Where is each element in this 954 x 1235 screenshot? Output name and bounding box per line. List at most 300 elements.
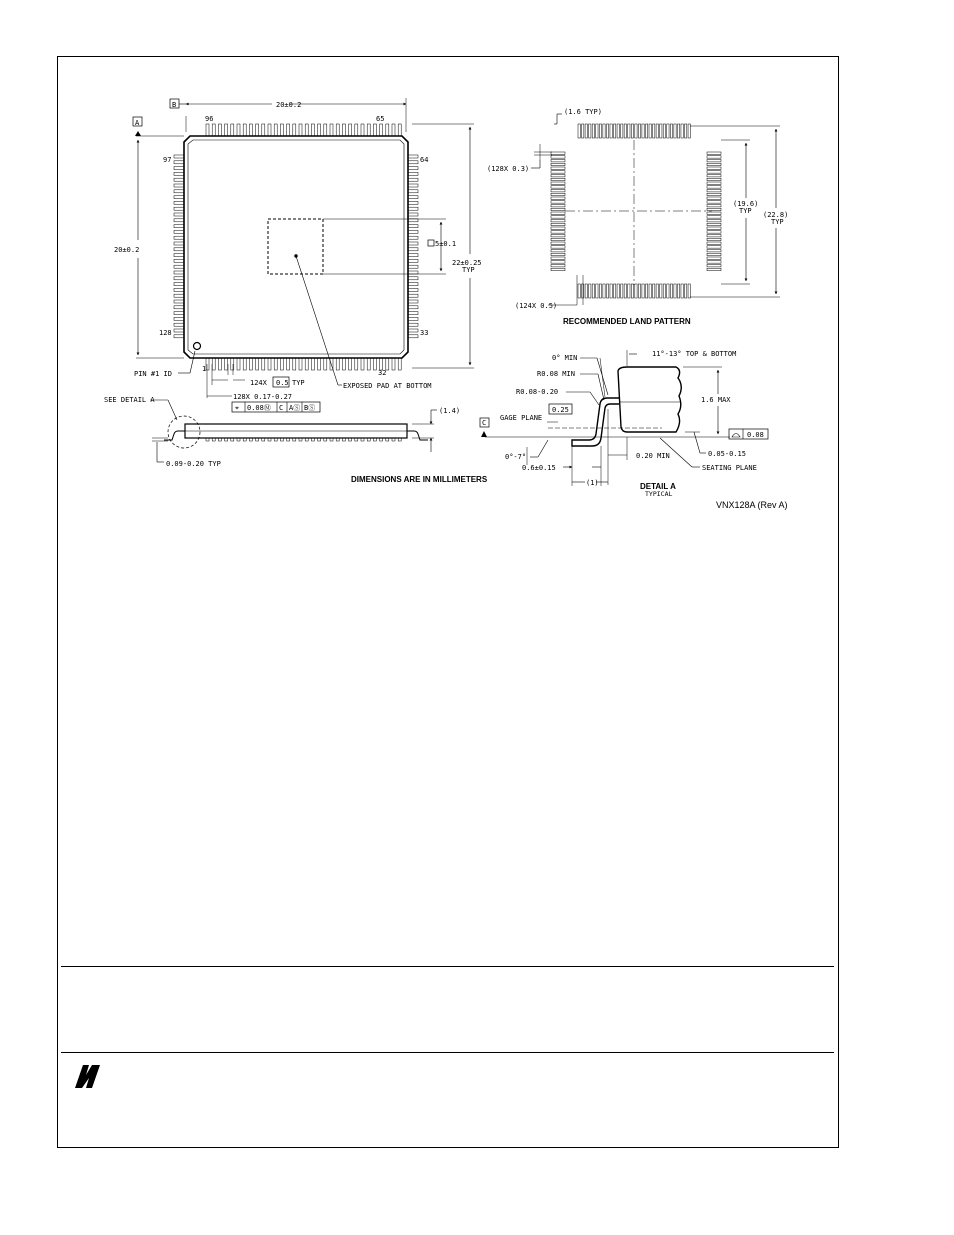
- land-pad: [596, 124, 598, 138]
- package-lead: [206, 358, 209, 370]
- land-pad: [656, 124, 658, 138]
- package-lead: [408, 178, 418, 181]
- package-lead: [174, 172, 184, 175]
- package-lead: [408, 259, 418, 262]
- land-pad: [685, 284, 687, 298]
- package-lead: [262, 124, 265, 136]
- exposed-pad: [268, 219, 323, 274]
- land-pad: [551, 231, 565, 233]
- footprint-label: (1): [586, 479, 599, 487]
- package-lead: [361, 358, 364, 370]
- revision-label: VNX128A (Rev A): [716, 500, 788, 510]
- land-pad: [707, 250, 721, 252]
- land-pad: [551, 220, 565, 222]
- land-pad: [670, 124, 672, 138]
- land-pad: [624, 284, 626, 298]
- land-pad: [578, 284, 580, 298]
- package-lead: [174, 167, 184, 170]
- package-lead: [355, 124, 358, 136]
- land-pad: [606, 124, 608, 138]
- pin-label-1: 1: [202, 365, 207, 373]
- land-pitch-label: (1.6 TYP): [564, 108, 602, 116]
- package-lead: [174, 283, 184, 286]
- land-pad: [707, 220, 721, 222]
- package-lead: [373, 124, 376, 136]
- land-inner-dim-label: (19.6): [733, 200, 759, 208]
- package-lead: [408, 300, 418, 303]
- package-top-view: [133, 98, 474, 412]
- package-lead: [174, 161, 184, 164]
- land-pad: [606, 284, 608, 298]
- package-lead: [174, 288, 184, 291]
- package-lead: [174, 271, 184, 274]
- package-lead: [408, 271, 418, 274]
- land-pad: [551, 257, 565, 259]
- package-lead: [256, 124, 259, 136]
- package-lead: [408, 288, 418, 291]
- package-lead: [174, 329, 184, 332]
- land-pad: [707, 216, 721, 218]
- package-lead: [349, 358, 352, 370]
- land-pad: [614, 284, 616, 298]
- package-lead: [174, 184, 184, 187]
- package-lead: [174, 236, 184, 239]
- land-pad: [551, 178, 565, 180]
- land-pad: [642, 284, 644, 298]
- package-lead: [174, 207, 184, 210]
- land-pad: [635, 284, 637, 298]
- package-lead: [262, 358, 265, 370]
- package-lead: [218, 358, 221, 370]
- pin-label-128: 128: [159, 329, 172, 337]
- package-lead: [408, 323, 418, 326]
- land-pad: [621, 284, 623, 298]
- pitch-typ-label: TYP: [292, 379, 305, 387]
- land-pad: [582, 124, 584, 138]
- land-pad: [551, 223, 565, 225]
- lead-thickness-label: 0.09-0.20 TYP: [166, 460, 221, 468]
- land-pattern-title: RECOMMENDED LAND PATTERN: [563, 317, 691, 326]
- foot-length-label: 0.6±0.15: [522, 464, 556, 472]
- package-lead: [408, 277, 418, 280]
- land-pad: [551, 250, 565, 252]
- land-pad: [585, 124, 587, 138]
- land-pad: [624, 124, 626, 138]
- land-pad: [589, 124, 591, 138]
- land-pad: [707, 268, 721, 270]
- package-lead: [305, 358, 308, 370]
- pin-label-32: 32: [378, 369, 387, 377]
- land-pad: [707, 197, 721, 199]
- package-lead: [311, 124, 314, 136]
- tol-symbol: ⌖: [235, 404, 239, 412]
- land-pad: [585, 284, 587, 298]
- package-lead: [174, 306, 184, 309]
- land-pad: [638, 284, 640, 298]
- land-pad: [707, 257, 721, 259]
- package-lead: [408, 172, 418, 175]
- see-detail-label: SEE DETAIL A: [104, 396, 155, 404]
- datum-a-label: A: [135, 119, 140, 127]
- land-pad: [707, 156, 721, 158]
- land-pad: [681, 284, 683, 298]
- package-lead: [174, 265, 184, 268]
- width-dim-label: 20±0.2: [276, 101, 302, 109]
- land-pad: [551, 182, 565, 184]
- package-lead: [408, 161, 418, 164]
- land-pad: [674, 124, 676, 138]
- package-lead: [373, 358, 376, 370]
- package-lead: [355, 358, 358, 370]
- land-pad: [707, 265, 721, 267]
- land-pad: [707, 223, 721, 225]
- land-pad: [551, 261, 565, 263]
- package-lead: [408, 283, 418, 286]
- package-lead: [212, 124, 215, 136]
- land-pad: [707, 235, 721, 237]
- land-pad: [707, 253, 721, 255]
- land-pad: [551, 235, 565, 237]
- height-dim-label: 20±0.2: [114, 246, 140, 254]
- package-lead: [299, 358, 302, 370]
- package-lead: [408, 230, 418, 233]
- land-pad: [707, 201, 721, 203]
- package-lead: [408, 242, 418, 245]
- package-lead: [174, 294, 184, 297]
- package-lead: [408, 236, 418, 239]
- tol-datum-c: C: [279, 404, 284, 412]
- lead-width-label: 128X 0.17-0.27: [233, 393, 293, 401]
- pin1-id-label: PIN #1 ID: [134, 370, 172, 378]
- pin-label-65: 65: [376, 115, 385, 123]
- land-pad: [670, 284, 672, 298]
- land-pad: [674, 284, 676, 298]
- land-outer-typ-label: TYP: [771, 218, 784, 226]
- foot-min-label: 0.20 MIN: [636, 452, 670, 460]
- package-lead: [293, 124, 296, 136]
- land-pad: [649, 284, 651, 298]
- land-pad: [707, 175, 721, 177]
- package-lead: [174, 219, 184, 222]
- package-lead: [305, 124, 308, 136]
- land-pad: [707, 160, 721, 162]
- tol-datum-a: AⓈ: [289, 404, 301, 412]
- package-lead: [408, 196, 418, 199]
- land-pad: [707, 205, 721, 207]
- package-lead: [174, 312, 184, 315]
- land-pad: [551, 201, 565, 203]
- package-lead: [324, 124, 327, 136]
- coplanarity-label: 0.08: [747, 431, 764, 439]
- pad-dim-label: 5±0.1: [435, 240, 457, 248]
- land-pad: [667, 124, 669, 138]
- package-lead: [408, 254, 418, 257]
- land-pad: [551, 216, 565, 218]
- tol-value: 0.08Ⓜ: [247, 404, 271, 412]
- land-pad: [707, 261, 721, 263]
- land-pad: [617, 124, 619, 138]
- package-lead: [256, 358, 259, 370]
- package-lead: [311, 358, 314, 370]
- package-lead: [174, 178, 184, 181]
- package-lead: [299, 124, 302, 136]
- land-pad: [551, 268, 565, 270]
- package-lead: [225, 358, 228, 370]
- package-lead: [225, 124, 228, 136]
- pin-label-97: 97: [163, 156, 172, 164]
- land-pad: [551, 265, 565, 267]
- overall-dim-label: 22±0.25: [452, 259, 482, 267]
- pitch-value-label: 0.5: [276, 379, 289, 387]
- package-lead: [342, 358, 345, 370]
- package-lead: [392, 124, 395, 136]
- exposed-pad-label: EXPOSED PAD AT BOTTOM: [343, 382, 432, 390]
- lead-angle-label: 0°-7°: [505, 453, 527, 461]
- land-pad: [663, 284, 665, 298]
- datum-b-label: B: [172, 101, 177, 109]
- land-pad: [596, 284, 598, 298]
- package-lead: [174, 155, 184, 158]
- land-pad: [707, 186, 721, 188]
- land-pad: [610, 284, 612, 298]
- package-lead: [408, 207, 418, 210]
- land-pad: [551, 246, 565, 248]
- land-pad: [645, 124, 647, 138]
- package-lead: [408, 306, 418, 309]
- land-pad: [551, 190, 565, 192]
- land-pad: [653, 284, 655, 298]
- land-pad: [707, 193, 721, 195]
- package-lead: [367, 358, 370, 370]
- package-lead: [318, 358, 321, 370]
- gage-plane-label: GAGE PLANE: [500, 414, 543, 422]
- package-lead: [408, 335, 418, 338]
- package-lead: [349, 124, 352, 136]
- package-body: [184, 136, 408, 358]
- land-pad: [642, 124, 644, 138]
- tol-datum-b: BⓈ: [304, 404, 316, 412]
- package-lead: [408, 248, 418, 251]
- package-lead: [408, 213, 418, 216]
- package-lead: [174, 254, 184, 257]
- land-pad: [614, 124, 616, 138]
- package-lead: [324, 358, 327, 370]
- height-max-label: 1.6 MAX: [701, 396, 731, 404]
- land-pad: [551, 227, 565, 229]
- package-lead: [174, 248, 184, 251]
- package-lead: [249, 124, 252, 136]
- land-pad: [707, 152, 721, 154]
- land-pad: [603, 124, 605, 138]
- package-lead: [174, 335, 184, 338]
- package-lead: [174, 300, 184, 303]
- package-lead: [174, 242, 184, 245]
- land-pad: [551, 156, 565, 158]
- package-lead: [174, 317, 184, 320]
- package-lead: [218, 124, 221, 136]
- radius-range-label: R0.08-0.20: [516, 388, 559, 396]
- land-pad: [551, 253, 565, 255]
- land-pad: [551, 205, 565, 207]
- package-lead: [408, 329, 418, 332]
- land-pad-width-label: (128X 0.3): [487, 165, 530, 173]
- land-pad: [707, 246, 721, 248]
- package-lead: [231, 358, 234, 370]
- land-pad: [551, 208, 565, 210]
- land-pad: [653, 124, 655, 138]
- pin1-marker: [194, 343, 201, 350]
- package-lead: [361, 124, 364, 136]
- overall-typ-label: TYP: [462, 266, 475, 274]
- land-pad: [677, 284, 679, 298]
- land-pad: [707, 208, 721, 210]
- land-pad: [617, 284, 619, 298]
- land-pad: [592, 284, 594, 298]
- land-pad: [707, 231, 721, 233]
- land-pad: [628, 284, 630, 298]
- land-pad: [707, 171, 721, 173]
- land-pad: [551, 160, 565, 162]
- land-pad: [631, 284, 633, 298]
- pin-label-33: 33: [420, 329, 429, 337]
- gage-value-label: 0.25: [552, 406, 569, 414]
- land-pad: [551, 197, 565, 199]
- land-pad: [589, 284, 591, 298]
- land-pad: [660, 124, 662, 138]
- package-lead: [336, 124, 339, 136]
- land-pad: [707, 167, 721, 169]
- package-lead: [318, 124, 321, 136]
- package-lead: [243, 358, 246, 370]
- land-pad: [635, 124, 637, 138]
- land-pad: [707, 178, 721, 180]
- package-lead: [408, 265, 418, 268]
- land-pad: [707, 163, 721, 165]
- land-pad: [667, 284, 669, 298]
- package-lead: [274, 358, 277, 370]
- land-pad: [638, 124, 640, 138]
- land-pad: [578, 124, 580, 138]
- land-pad: [599, 124, 601, 138]
- land-pad: [551, 212, 565, 214]
- side-height-label: (1.4): [439, 407, 461, 415]
- land-pad: [592, 124, 594, 138]
- package-lead: [330, 124, 333, 136]
- land-inner-typ-label: TYP: [739, 207, 752, 215]
- pitch-count-label: 124X: [250, 379, 267, 387]
- land-pad: [551, 171, 565, 173]
- package-lead: [408, 225, 418, 228]
- land-pad: [649, 124, 651, 138]
- package-lead: [274, 124, 277, 136]
- land-pad: [663, 124, 665, 138]
- land-pad: [621, 124, 623, 138]
- land-pad: [656, 284, 658, 298]
- land-pad: [631, 124, 633, 138]
- pin-label-96: 96: [205, 115, 214, 123]
- package-lead: [367, 124, 370, 136]
- package-lead: [287, 124, 290, 136]
- land-pad: [645, 284, 647, 298]
- land-pad: [551, 167, 565, 169]
- package-lead: [408, 201, 418, 204]
- package-lead: [398, 124, 401, 136]
- package-lead: [342, 124, 345, 136]
- land-pad: [707, 212, 721, 214]
- package-lead: [408, 190, 418, 193]
- national-semiconductor-logo: [70, 1061, 104, 1091]
- package-lead: [243, 124, 246, 136]
- detail-subtitle: TYPICAL: [645, 490, 673, 498]
- standoff-label: 0.05-0.15: [708, 450, 746, 458]
- package-lead: [212, 358, 215, 370]
- package-lead: [174, 201, 184, 204]
- pin-label-64: 64: [420, 156, 429, 164]
- package-lead: [174, 190, 184, 193]
- package-lead: [408, 312, 418, 315]
- land-pad: [707, 190, 721, 192]
- package-lead: [268, 124, 271, 136]
- land-pad: [551, 163, 565, 165]
- land-pad: [610, 124, 612, 138]
- land-pad: [707, 238, 721, 240]
- package-lead: [206, 124, 209, 136]
- package-lead: [174, 225, 184, 228]
- land-outer-dim-label: (22.8): [763, 211, 789, 219]
- land-pad: [628, 124, 630, 138]
- package-lead: [408, 294, 418, 297]
- units-note: DIMENSIONS ARE IN MILLIMETERS: [351, 475, 488, 484]
- land-pad: [707, 242, 721, 244]
- package-lead: [398, 358, 401, 370]
- land-pad: [551, 193, 565, 195]
- land-pad: [707, 227, 721, 229]
- angle-top-label: 11°-13° TOP & BOTTOM: [652, 350, 737, 358]
- land-pad: [677, 124, 679, 138]
- package-lead: [386, 124, 389, 136]
- package-lead: [249, 358, 252, 370]
- package-lead: [237, 124, 240, 136]
- package-lead: [280, 358, 283, 370]
- detail-a-title: DETAIL A: [640, 482, 676, 491]
- package-lead: [336, 358, 339, 370]
- package-lead: [408, 155, 418, 158]
- package-lead: [408, 167, 418, 170]
- package-lead: [392, 358, 395, 370]
- land-pad: [685, 124, 687, 138]
- land-pad: [599, 284, 601, 298]
- package-lead: [268, 358, 271, 370]
- seating-plane-label: SEATING PLANE: [702, 464, 757, 472]
- package-lead: [231, 124, 234, 136]
- land-pad: [681, 124, 683, 138]
- package-lead: [174, 323, 184, 326]
- package-lead: [408, 317, 418, 320]
- detail-datum-c-label: C: [482, 419, 487, 427]
- radius-min-label: R0.08 MIN: [537, 370, 575, 378]
- land-pad: [582, 284, 584, 298]
- land-pad: [660, 284, 662, 298]
- package-lead: [174, 259, 184, 262]
- land-pad-pitch-label: (124X 0.5): [515, 302, 558, 310]
- land-pad: [551, 242, 565, 244]
- package-lead: [380, 124, 383, 136]
- package-lead: [174, 277, 184, 280]
- package-lead: [408, 184, 418, 187]
- package-lead: [280, 124, 283, 136]
- package-lead: [174, 213, 184, 216]
- land-pad: [688, 284, 690, 298]
